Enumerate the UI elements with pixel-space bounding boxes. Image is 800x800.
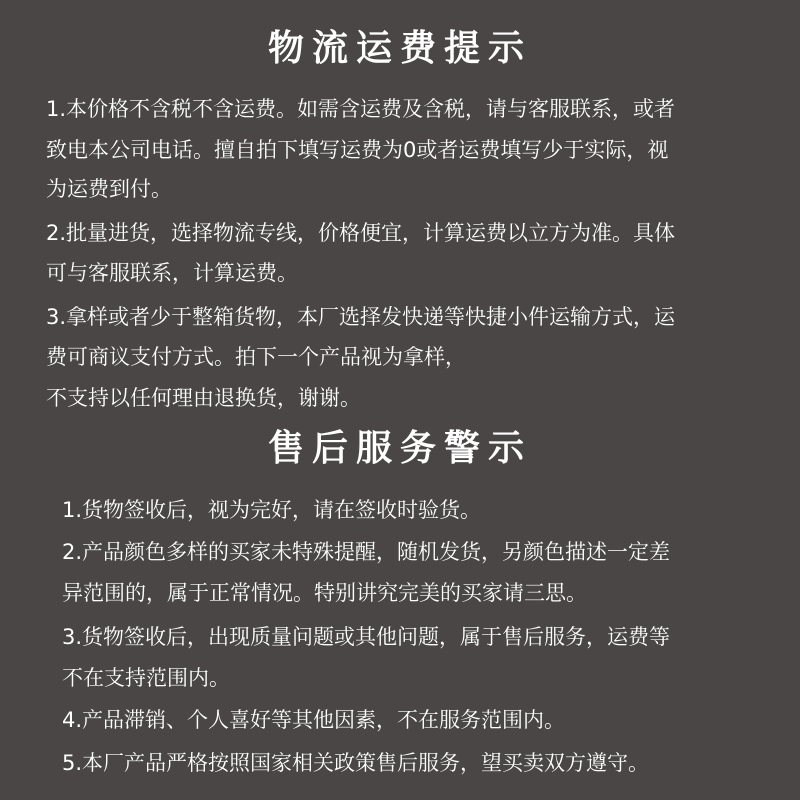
shipping-notice-line: 可与客服联系，计算运费。 bbox=[46, 261, 298, 285]
shipping-notice-line: 2.批量进货，选择物流专线，价格便宜，计算运费以立方为准。具体 bbox=[46, 221, 676, 245]
after-sales-line: 异范围的，属于正常情况。特别讲究完美的买家请三思。 bbox=[62, 581, 587, 605]
after-sales-line: 2.产品颜色多样的买家未特殊提醒，随机发货，另颜色描述一定差 bbox=[62, 540, 671, 564]
after-sales-line: 不在支持范围内。 bbox=[62, 666, 230, 690]
after-sales-line: 4.产品滞销、个人喜好等其他因素，不在服务范围内。 bbox=[62, 708, 566, 732]
shipping-notice-title: 物流运费提示 bbox=[267, 27, 532, 69]
shipping-notice-line: 为运费到付。 bbox=[46, 177, 172, 201]
shipping-notice-line: 费可商议支付方式。拍下一个产品视为拿样， bbox=[46, 345, 466, 369]
after-sales-line: 1.货物签收后，视为完好，请在签收时验货。 bbox=[62, 498, 482, 522]
shipping-notice-line: 致电本公司电话。擅自拍下填写运费为0或者运费填写少于实际，视 bbox=[46, 138, 669, 162]
after-sales-line: 5.本厂产品严格按照国家相关政策售后服务，望买卖双方遵守。 bbox=[62, 751, 650, 775]
after-sales-line: 3.货物签收后，出现质量问题或其他问题，属于售后服务，运费等 bbox=[62, 625, 671, 649]
shipping-notice-line: 1.本价格不含税不含运费。如需含运费及含税，请与客服联系，或者 bbox=[46, 97, 676, 121]
shipping-notice-line: 不支持以任何理由退换货，谢谢。 bbox=[46, 386, 361, 410]
shipping-notice-line: 3.拿样或者少于整箱货物，本厂选择发快递等快捷小件运输方式，运 bbox=[46, 305, 676, 329]
after-sales-title: 售后服务警示 bbox=[267, 427, 532, 469]
